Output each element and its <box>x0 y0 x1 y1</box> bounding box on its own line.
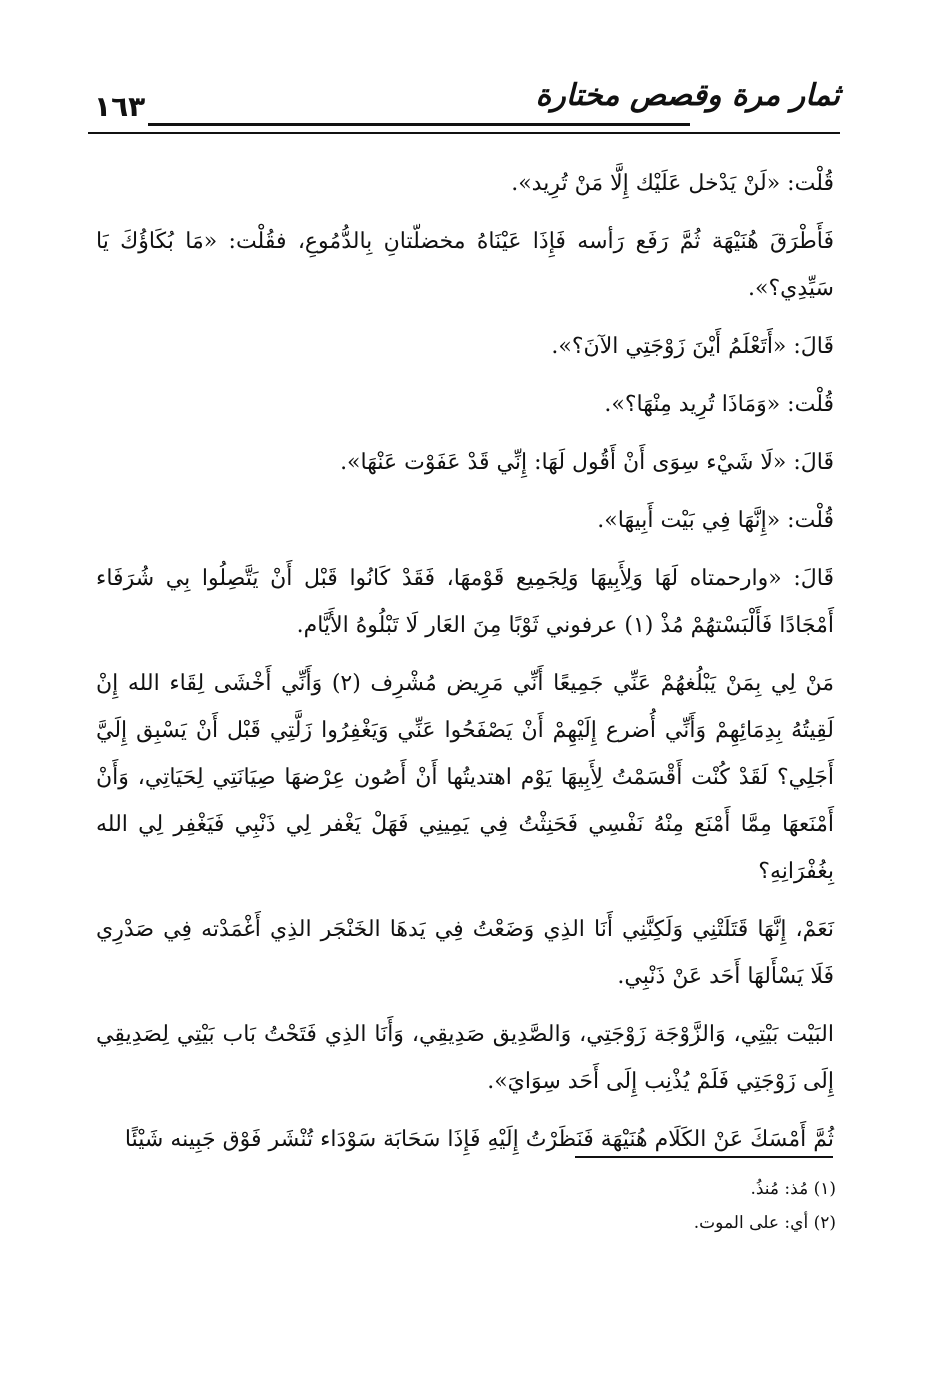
footnote-separator <box>575 1156 833 1158</box>
paragraph: مَنْ لِي بِمَنْ يَبْلُغهُمْ عَنِّي جَمِيعًا أَنِّي مَرِيض مُشْرِف (٢) وَأَنِّي أَخْشَى لِقَاء الله إِنْ لَقِيتُهُ بِدِمَائِهِمْ وَأَنِّي أُضرع إِلَيْهِمْ أَنْ يَصْفَحُوا عَنِّي وَيَغْفِرُوا زَلَّتِي قَبْل أَنْ يَسْبِق إِلَيَّ أَجَلِي؟ لَقَدْ كُنْت أَقْسَمْتُ لِأَبِيهَا يَوْم اهتديتُها أَنْ أَصُون عِرْضهَا صِيَانَتِي لِحَيَاتِي، وَأَنْ أَمْنَعهَا مِمَّا أَمْنَع مِنْهُ نَفْسِي فَحَنِثْتُ فِي يَمِينِي فَهَلْ يَغْفر لِي ذَنْبِي فَيَغْفِر لِي الله بِغُفْرَانِهِ؟ <box>96 671 834 884</box>
body-text <box>96 160 834 1174</box>
footnote: (٢) أي: على الموت. <box>693 1213 836 1233</box>
page-header <box>88 78 840 138</box>
paragraph: نَعَمْ، إِنَّهَا قَتَلَتْنِي وَلَكِنَّنِي أَنَا الذِي وَضَعْتُ فِي يَدهَا الخَنْجَر الذِي أَغْمَدْته فِي صَدْرِي فَلَا يَسْأَلهَا أَحَد عَنْ ذَنْبِي. <box>96 917 834 989</box>
paragraph: قَالَ: «أَتَعْلَمُ أَيْنَ زَوْجَتِي الآنَ؟». <box>551 334 834 359</box>
paragraph: ثُمَّ أَمْسَكَ عَنْ الكَلَام هُنَيْهَة فَنَظَرْتُ إِلَيْهِ فَإِذَا سَحَابَة سَوْدَاء تُنْشَر فَوْق جَبِينه شَيْئًا <box>124 1127 834 1152</box>
paragraph: قُلْت: «وَمَاذَا تُرِيد مِنْهَا؟». <box>604 392 834 417</box>
running-title: ثمار مرة وقصص مختارة <box>535 78 840 113</box>
paragraph: قُلْت: «لَنْ يَدْخل عَلَيْك إِلَّا مَنْ تُرِيد». <box>511 171 834 196</box>
paragraph: فَأَطْرَقَ هُنَيْهَة ثُمَّ رَفَع رَأسه فَإِذَا عَيْنَاهُ مخضلّتانِ بِالدُّمُوعِ، فقُلْت: «مَا بُكَاؤُكَ يَا سَيِّدِي؟». <box>96 229 834 301</box>
footnote: (١) مُذ: مُنذُ. <box>750 1179 836 1199</box>
header-rule <box>148 123 690 126</box>
paragraph: البَيْت بَيْتِي، وَالزَّوْجَة زَوْجَتِي، وَالصَّدِيق صَدِيقِي، وَأَنَا الذِي فَتَحْتُ بَاب بَيْتِي لِصَدِيقِي إِلَى زَوْجَتِي فَلَمْ يُذْنِب إِلَى أَحَد سِوَايَ». <box>96 1022 834 1094</box>
header-rule-thin <box>88 132 840 134</box>
page-number: ١٦٣ <box>94 90 146 123</box>
paragraph: قَالَ: «لَا شَيْء سِوَى أَنْ أَقُول لَهَا: إِنِّي قَدْ عَفَوْت عَنْهَا». <box>340 450 834 475</box>
footnotes <box>96 1172 836 1240</box>
paragraph: قُلْت: «إِنَّهَا فِي بَيْت أَبِيهَا». <box>597 508 834 533</box>
paragraph: قَالَ: «وارحمتاه لَهَا وَلِأَبِيهَا وَلِجَمِيع قَوْمهَا، فَقَدْ كَانُوا قَبْل أَنْ يَتَّصِلُوا بِي شُرَفَاء أَمْجَادًا فَأَلْبَسْتهُمْ مُذْ (١) عرفوني ثَوْبًا مِنَ العَار لَا تَبْلُوهُ الأَيَّام. <box>96 566 834 638</box>
